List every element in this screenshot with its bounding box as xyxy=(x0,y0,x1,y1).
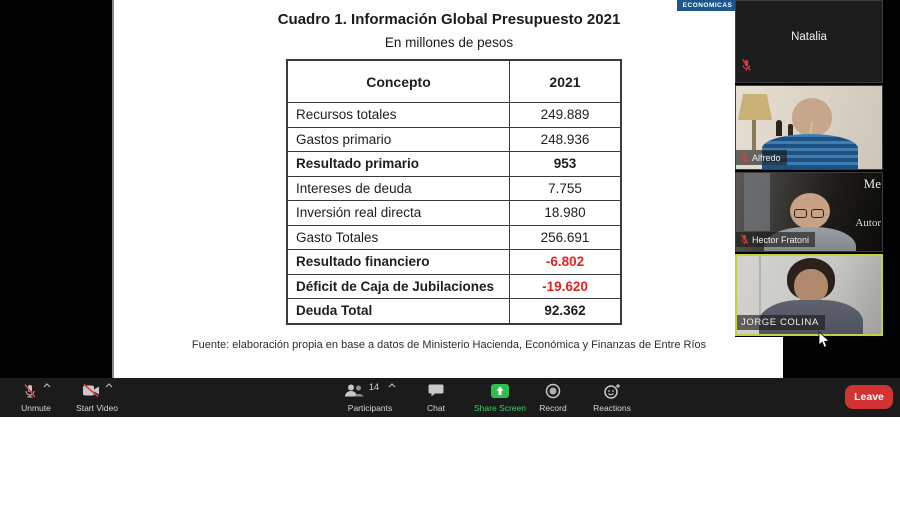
video-tile-natalia[interactable] xyxy=(735,0,883,83)
lamp-decor xyxy=(738,94,772,120)
start-video-button[interactable]: Start Video xyxy=(66,378,128,417)
participant-face xyxy=(794,269,828,303)
record-button[interactable]: Record xyxy=(528,378,578,417)
reactions-smiley-icon xyxy=(603,383,621,399)
table-header-concept: Concepto xyxy=(288,61,510,102)
table-row: Gasto Totales 256.691 xyxy=(288,225,620,250)
chevron-up-icon[interactable] xyxy=(43,383,51,388)
leave-button[interactable]: Leave xyxy=(845,385,893,409)
shared-screen-content xyxy=(114,0,783,378)
muted-mic-icon xyxy=(22,383,38,399)
glasses-decor xyxy=(794,209,824,218)
chevron-up-icon[interactable] xyxy=(388,383,396,388)
participant-filmstrip xyxy=(735,0,883,337)
table-row: Recursos totales 249.889 xyxy=(288,102,620,127)
participant-name-label: Hector Fratoni xyxy=(736,232,815,247)
muted-mic-icon xyxy=(740,152,749,163)
economicas-badge: ECONOMICAS xyxy=(677,0,738,11)
table-row: Gastos primario 248.936 xyxy=(288,127,620,152)
participants-icon xyxy=(344,383,364,398)
unmute-button[interactable]: Unmute xyxy=(8,378,64,417)
background-text: Me xyxy=(863,176,881,191)
participant-name-label: JORGE COLINA xyxy=(737,315,825,330)
participant-name: Natalia xyxy=(791,31,827,43)
participants-button[interactable]: 14 Participants xyxy=(330,378,410,417)
table-row: Resultado financiero -6.802 xyxy=(288,249,620,274)
table-header-row xyxy=(288,61,620,102)
chat-bubble-icon xyxy=(428,383,444,398)
record-icon xyxy=(545,383,561,399)
zoom-toolbar xyxy=(0,378,900,417)
chat-button[interactable]: Chat xyxy=(412,378,460,417)
video-tile-alfredo[interactable] xyxy=(735,85,883,170)
background-text: Autor xyxy=(855,217,881,229)
reactions-button[interactable]: Reactions xyxy=(582,378,642,417)
source-note: Fuente: elaboración propia en base a datos de Ministerio Hacienda, Económica y Finanzas de Entre Ríos xyxy=(191,339,707,351)
table-row: Intereses de deuda 7.755 xyxy=(288,176,620,201)
video-off-icon xyxy=(82,383,100,398)
budget-table xyxy=(286,59,622,325)
mouse-cursor xyxy=(818,331,830,354)
participant-name-label: Alfredo xyxy=(736,150,787,165)
presentation-subtitle: En millones de pesos xyxy=(384,35,514,50)
presentation-title: Cuadro 1. Información Global Presupuesto 2021 xyxy=(277,11,621,28)
chevron-up-icon[interactable] xyxy=(105,383,113,388)
table-row: Inversión real directa 18.980 xyxy=(288,200,620,225)
muted-mic-icon xyxy=(740,234,749,245)
table-row: Déficit de Caja de Jubilaciones -19.620 xyxy=(288,274,620,299)
video-tile-jorge-active-speaker[interactable] xyxy=(735,254,883,336)
participant-face xyxy=(792,98,832,136)
table-header-year: 2021 xyxy=(549,73,581,90)
video-tile-hector[interactable] xyxy=(735,172,883,252)
participants-count: 14 xyxy=(368,382,379,392)
table-row: Deuda Total 92.362 xyxy=(288,298,620,323)
table-row: Resultado primario 953 xyxy=(288,151,620,176)
share-screen-button[interactable]: Share Screen xyxy=(462,378,538,417)
muted-mic-icon xyxy=(741,59,752,77)
share-screen-icon xyxy=(490,383,510,399)
screen-edge-divider xyxy=(112,0,114,378)
